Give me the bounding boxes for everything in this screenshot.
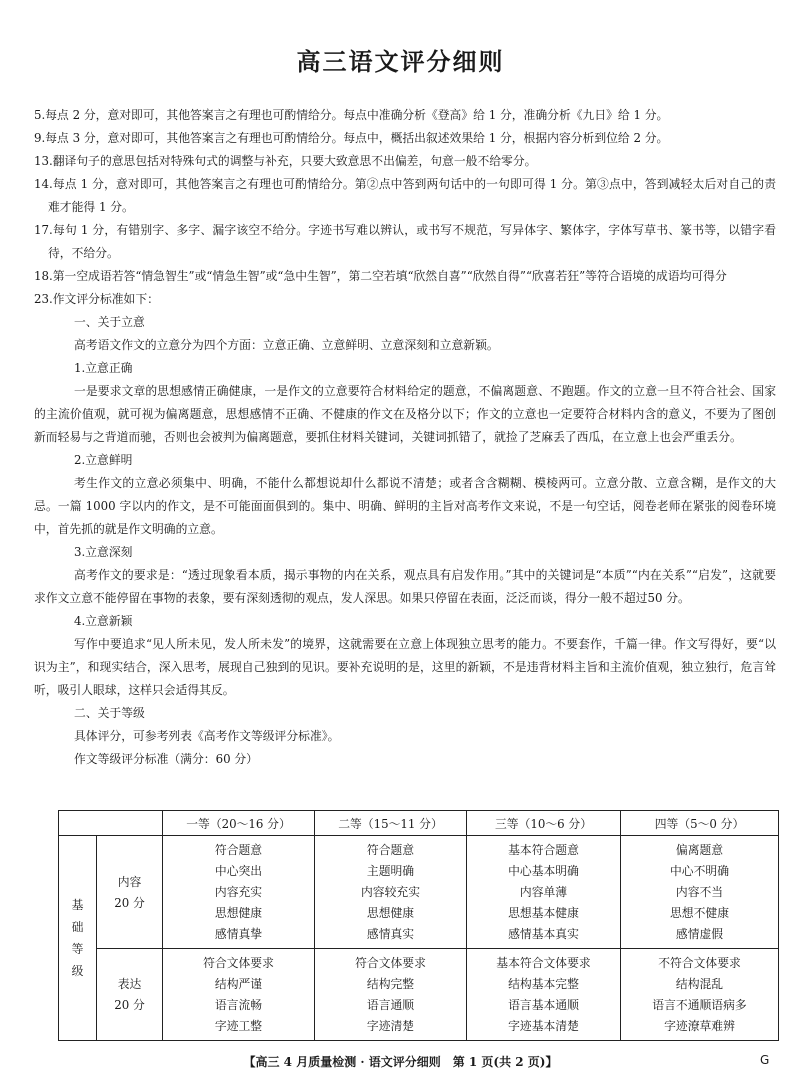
paragraph-1: 一是要求文章的思想感情正确健康，一是作文的立意要符合材料给定的题意，不偏离题意、不跑题。作文的立意一旦不符合社会、国家的主流价值观，就可视为偏离题意，思想感情不正确、不健康的作文在及格分以下；作文的立意也一定要符合材料内含的意义，不要为了图创新而轻易与之背道而驰，否则也会被判为偏离题意，要抓住材料关键词，关键词抓错了，就捡了芝麻丢了西瓜，在立意上也会严重丢分。 xyxy=(34,384,776,444)
header-grade-3: 三等（10～6 分） xyxy=(467,811,621,836)
grading-table xyxy=(58,810,779,1041)
content-grade-4-cell: 偏离题意 中心不明确 内容不当 思想不健康 感情虚假 xyxy=(621,836,779,949)
header-grade-4: 四等（5～0 分） xyxy=(621,811,779,836)
expression-grade-3-cell: 基本符合文体要求 结构基本完整 语言基本通顺 字迹基本清楚 xyxy=(467,949,621,1041)
header-grade-1: 一等（20～16 分） xyxy=(163,811,315,836)
content-grade-2-cell: 符合题意 主题明确 内容较充实 思想健康 感情真实 xyxy=(315,836,467,949)
section-heading-2: 二、关于等级 xyxy=(74,706,145,720)
paragraph-3: 高考作文的要求是：“透过现象看本质，揭示事物的内在关系，观点具有启发作用。”其中的关键词是“本质”“内在关系”“启发”，这就要求作文立意不能停留在事物的表象，要有深刻透彻的观点，发人深思。如果只停留在表面，泛泛而谈，得分一般不超过50 分。 xyxy=(34,568,776,605)
section-1-intro: 高考语文作文的立意分为四个方面：立意正确、立意鲜明、立意深刻和立意新颖。 xyxy=(74,338,499,352)
item-23-intro: 23.作文评分标准如下： xyxy=(34,292,159,306)
expression-grade-4-cell: 不符合文体要求 结构混乱 语言不通顺语病多 字迹潦草难辨 xyxy=(621,949,779,1041)
item-17: 17.每句 1 分，有错别字、多字、漏字该空不给分。字迹书写难以辨认，或书写不规范，写异体字、繁体字，字体写草书、篆书等，以错字看待，不给分。 xyxy=(34,223,776,260)
subheading-2: 2.立意鲜明 xyxy=(74,453,133,467)
table-row-content xyxy=(59,836,779,949)
row-label-expression: 表达 20 分 xyxy=(97,949,163,1041)
table-corner-cell xyxy=(59,811,163,836)
page-footer: 【高三 4 月质量检测 · 语文评分细则 第 1 页(共 2 页)】 xyxy=(243,1055,558,1069)
expression-grade-1-cell: 符合文体要求 结构严谨 语言流畅 字迹工整 xyxy=(163,949,315,1041)
item-14: 14.每点 1 分，意对即可，其他答案言之有理也可酌情给分。第②点中答到两句话中的一句即可得 1 分。第③点中，答到减轻太后对自己的责难才能得 1 分。 xyxy=(34,177,776,214)
paragraph-2: 考生作文的立意必须集中、明确，不能什么都想说却什么都说不清楚；或者含含糊糊、模棱两可。立意分散、立意含糊，是作文的大忌。一篇 1000 字以内的作文，是不可能面面俱到的。集中、明确、鲜明的主旨对高考作文来说，不是一句空话，阅卷老师在紧张的阅卷环境中，首先抓的就是作文明确的立意。 xyxy=(34,476,776,536)
subheading-4: 4.立意新颖 xyxy=(74,614,133,628)
content-body xyxy=(34,104,776,771)
item-5: 5.每点 2 分，意对即可，其他答案言之有理也可酌情给分。每点中准确分析《登高》给 1 分，准确分析《九日》给 1 分。 xyxy=(34,108,669,122)
section-heading-1: 一、关于立意 xyxy=(74,315,145,329)
content-grade-1-cell: 符合题意 中心突出 内容充实 思想健康 感情真挚 xyxy=(163,836,315,949)
expression-grade-2-cell: 符合文体要求 结构完整 语言通顺 字迹清楚 xyxy=(315,949,467,1041)
section-2-intro: 具体评分，可参考列表《高考作文等级评分标准》。 xyxy=(74,729,340,743)
footer-code: G xyxy=(760,1053,770,1067)
table-caption: 作文等级评分标准（满分：60 分） xyxy=(74,752,258,766)
subheading-3: 3.立意深刻 xyxy=(74,545,133,559)
item-9: 9.每点 3 分，意对即可，其他答案言之有理也可酌情给分。每点中，概括出叙述效果给 1 分，根据内容分析到位给 2 分。 xyxy=(34,131,669,145)
table-row-expression xyxy=(59,949,779,1041)
row-label-content: 内容 20 分 xyxy=(97,836,163,949)
content-grade-3-cell: 基本符合题意 中心基本明确 内容单薄 思想基本健康 感情基本真实 xyxy=(467,836,621,949)
page-title: 高三语文评分细则 xyxy=(296,48,505,76)
item-13: 13.翻译句子的意思包括对特殊句式的调整与补充，只要大致意思不出偏差，句意一般不给零分。 xyxy=(34,154,537,168)
group-label-basic: 基 础 等 级 xyxy=(59,836,97,1041)
subheading-1: 1.立意正确 xyxy=(74,361,133,375)
paragraph-4: 写作中要追求“见人所未见，发人所未发”的境界，这就需要在立意上体现独立思考的能力。不要套作，千篇一律。作文写得好，要“以识为主”，和现实结合，深入思考，展现自己独到的见识。要补充说明的是，这里的新颖，不是违背材料主旨和主流价值观，独立独行，危言耸听，吸引人眼球，这样只会适得其反。 xyxy=(34,637,776,697)
item-18: 18.第一空成语若答“情急智生”或“情急生智”或“急中生智”，第二空若填“欣然自喜”“欣然自得”“欣喜若狂”等符合语境的成语均可得分 xyxy=(34,269,727,283)
table-header-row xyxy=(59,811,779,836)
header-grade-2: 二等（15～11 分） xyxy=(315,811,467,836)
